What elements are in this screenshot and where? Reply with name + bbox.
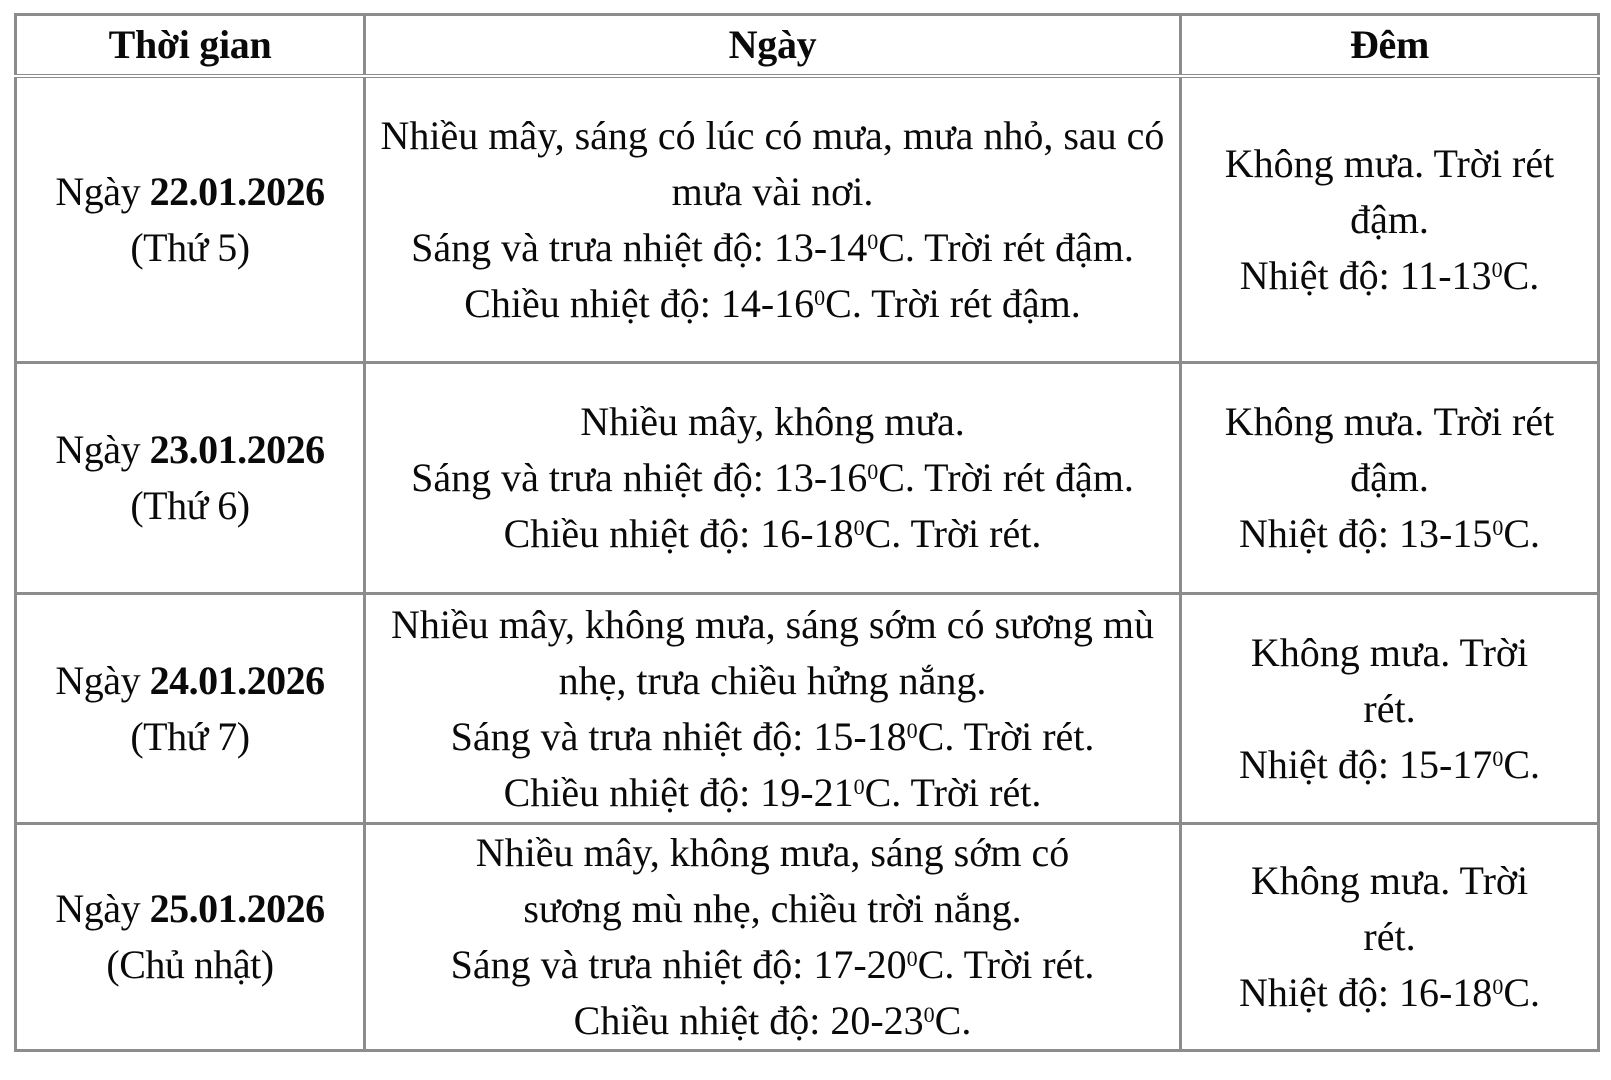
night-temp-end: . (1530, 741, 1540, 787)
date-line (17, 653, 363, 709)
unit: C (878, 455, 905, 500)
degree-symbol: 0 (853, 515, 865, 540)
degree-symbol: 0 (923, 1002, 935, 1027)
weather-forecast-table (14, 13, 1600, 1052)
afternoon-note: . (961, 998, 972, 1043)
night-temp-line (1182, 248, 1597, 304)
degree-symbol: 0 (906, 946, 918, 971)
night-temp-label: Nhiệt độ: (1239, 252, 1400, 298)
night-temp-end: . (1530, 511, 1540, 556)
unit: C (1503, 511, 1530, 556)
afternoon-label: Chiều nhiệt độ: (573, 998, 831, 1043)
day-summary: Nhiều mây, sáng có lúc có mưa, mưa nhỏ, sau có mưa vài nơi. (380, 112, 1165, 214)
unit: C (1503, 741, 1530, 787)
night-temp-label: Nhiệt độ: (1239, 511, 1399, 556)
table-row (16, 76, 1599, 363)
night-temp-end: . (1530, 970, 1540, 1015)
date-value: 24.01.2026 (149, 657, 325, 703)
afternoon-temp: 19-21 (760, 769, 854, 815)
morning-note: . Trời rét. (944, 942, 1095, 987)
degree-symbol: 0 (1492, 745, 1504, 771)
morning-label: Sáng và trưa nhiệt độ: (411, 455, 774, 500)
night-temp-line (1182, 965, 1597, 1021)
day-forecast-cell (365, 594, 1181, 824)
morning-temp-line (366, 709, 1179, 765)
date-cell (16, 76, 365, 363)
afternoon-note: . Trời rét đậm. (851, 280, 1081, 326)
day-summary: Nhiều mây, không mưa, sáng sớm có sương mù nhẹ, trưa chiều hửng nắng. (391, 601, 1154, 703)
unit: C (864, 769, 892, 815)
unit: C (864, 511, 892, 556)
date-prefix: Ngày (55, 427, 150, 472)
date-cell (16, 363, 365, 594)
header-day: Ngày (365, 15, 1181, 77)
day-forecast-cell (365, 824, 1181, 1051)
degree-symbol: 0 (867, 459, 879, 484)
date-cell (16, 824, 365, 1051)
unit: C (1502, 252, 1530, 298)
afternoon-temp: 20-23 (830, 998, 924, 1043)
morning-temp: 17-20 (813, 942, 907, 987)
weekday: (Chủ nhật) (106, 942, 274, 987)
night-temp-line (1182, 506, 1597, 562)
morning-temp-line (366, 220, 1179, 276)
unit: C (917, 713, 945, 759)
morning-note: . Trời rét. (944, 713, 1095, 759)
header-row (16, 15, 1599, 77)
night-temp: 16-18 (1398, 970, 1493, 1015)
afternoon-temp-line (366, 765, 1179, 821)
unit: C (1503, 970, 1530, 1015)
afternoon-note: . Trời rét. (891, 769, 1042, 815)
night-temp-end: . (1529, 252, 1540, 298)
morning-temp-line (366, 450, 1179, 506)
afternoon-temp: 14-16 (720, 280, 815, 326)
date-prefix: Ngày (55, 657, 150, 703)
afternoon-note: . Trời rét. (891, 511, 1042, 556)
date-cell (16, 594, 365, 824)
night-temp-label: Nhiệt độ: (1239, 741, 1399, 787)
morning-label: Sáng và trưa nhiệt độ: (450, 942, 814, 987)
day-summary: Nhiều mây, không mưa, sáng sớm có sương mù nhẹ, chiều trời nắng. (475, 830, 1070, 931)
date-line (17, 422, 363, 478)
afternoon-label: Chiều nhiệt độ: (464, 280, 721, 326)
afternoon-temp-line (366, 506, 1179, 562)
date-prefix: Ngày (55, 168, 150, 214)
night-temp: 13-15 (1398, 511, 1493, 556)
night-forecast-cell (1181, 594, 1599, 824)
night-summary: Không mưa. Trời rét. (1250, 629, 1529, 731)
date-line (17, 881, 363, 937)
table-row (16, 594, 1599, 824)
night-forecast-cell (1181, 76, 1599, 363)
unit: C (934, 998, 962, 1043)
date-value: 23.01.2026 (149, 427, 325, 472)
weekday: (Thứ 6) (130, 483, 250, 528)
afternoon-label: Chiều nhiệt độ: (503, 769, 761, 815)
night-summary: Không mưa. Trời rét đậm. (1224, 140, 1555, 242)
afternoon-temp-line (366, 276, 1179, 332)
degree-symbol: 0 (906, 717, 918, 743)
morning-temp-line (366, 937, 1179, 993)
header-night: Đêm (1181, 15, 1599, 77)
date-value: 25.01.2026 (149, 886, 325, 931)
weekday: (Thứ 5) (130, 224, 250, 270)
degree-symbol: 0 (1492, 974, 1504, 999)
night-forecast-cell (1181, 363, 1599, 594)
night-summary: Không mưa. Trời rét. (1250, 858, 1529, 959)
night-temp-line (1182, 737, 1597, 793)
unit: C (917, 942, 945, 987)
afternoon-label: Chiều nhiệt độ: (503, 511, 761, 556)
night-summary: Không mưa. Trời rét đậm. (1224, 399, 1555, 500)
degree-symbol: 0 (1491, 256, 1503, 282)
unit: C (878, 224, 905, 270)
table-row (16, 824, 1599, 1051)
header-time: Thời gian (16, 15, 365, 77)
morning-temp: 13-14 (773, 224, 868, 270)
morning-note: . Trời rét đậm. (904, 224, 1134, 270)
unit: C (825, 280, 852, 326)
morning-temp: 15-18 (813, 713, 907, 759)
degree-symbol: 0 (853, 773, 865, 799)
afternoon-temp: 16-18 (760, 511, 854, 556)
day-summary: Nhiều mây, không mưa. (580, 399, 965, 444)
date-line (17, 164, 363, 220)
degree-symbol: 0 (1492, 515, 1504, 540)
day-forecast-cell (365, 363, 1181, 594)
date-prefix: Ngày (55, 886, 150, 931)
table-row (16, 363, 1599, 594)
morning-label: Sáng và trưa nhiệt độ: (411, 224, 774, 270)
degree-symbol: 0 (814, 284, 826, 310)
morning-note: . Trời rét đậm. (904, 455, 1134, 500)
degree-symbol: 0 (867, 228, 879, 254)
day-forecast-cell (365, 76, 1181, 363)
date-value: 22.01.2026 (149, 168, 325, 214)
morning-temp: 13-16 (773, 455, 868, 500)
morning-label: Sáng và trưa nhiệt độ: (450, 713, 814, 759)
weekday: (Thứ 7) (130, 713, 250, 759)
night-temp: 15-17 (1398, 741, 1493, 787)
night-temp-label: Nhiệt độ: (1239, 970, 1399, 1015)
night-temp: 11-13 (1399, 252, 1492, 298)
night-forecast-cell (1181, 824, 1599, 1051)
afternoon-temp-line (366, 993, 1179, 1049)
